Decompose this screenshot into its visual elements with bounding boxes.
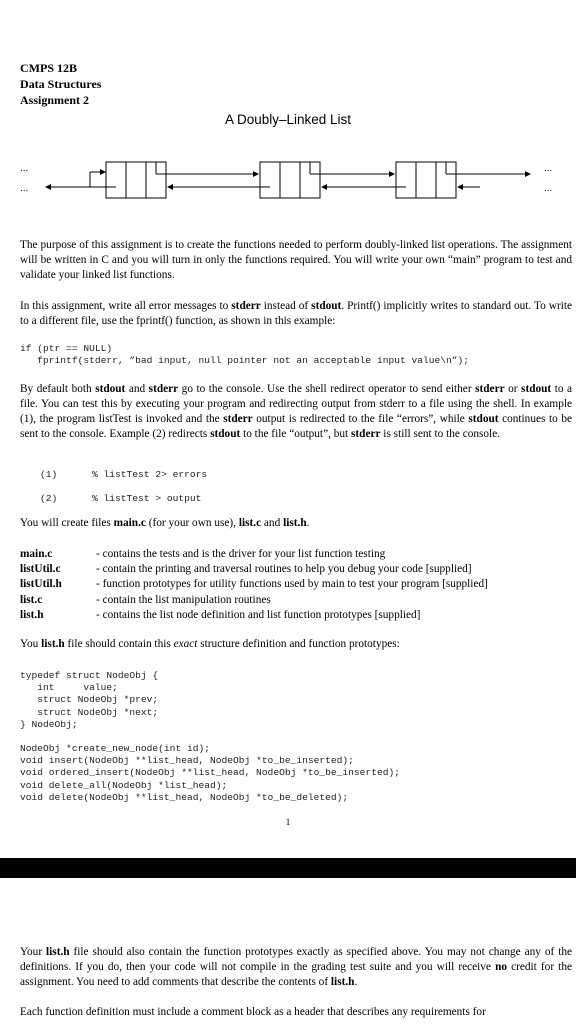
file-name: listUtil.c bbox=[20, 563, 61, 576]
page-2 bbox=[0, 878, 576, 1024]
assignment-label: Assignment 2 bbox=[20, 93, 90, 107]
file-name: main.c bbox=[20, 548, 53, 560]
file-name: list.h bbox=[20, 608, 44, 621]
document-header bbox=[20, 60, 101, 108]
diagram-ellipsis-left-top: ... bbox=[20, 163, 29, 174]
list-item bbox=[20, 608, 572, 623]
file-description: - contains the list node definition and list function prototypes [supplied] bbox=[96, 608, 421, 621]
fprintf-code-example: if (ptr == NULL) fprintf(stderr, ”bad input, null pointer not an acceptable input value\n”); bbox=[20, 343, 470, 367]
intro-paragraph: The purpose of this assignment is to create the functions needed to perform doubly-linked list operations. The assignment will be written in C and you will turn in only the functions required. You will write your own “main” program to test and validate your linked list functions. bbox=[20, 239, 572, 281]
list-node-2 bbox=[260, 162, 320, 198]
example-1-command: % listTest 2> errors bbox=[92, 469, 208, 480]
example-1-number: (1) bbox=[40, 469, 58, 480]
redirect-paragraph: By default both stdout and stderr go to the console. Use the shell redirect operator to send either stderr or stdout to a file. You can test this by executing your program and redirecting output from stderr to a file using the shell. In example (1), the program listTest is invoked and the stderr output is redirected to the file “errors”, while stdout continues to be sent to the console. Example (2) redirects stdout to the file “output”, but stderr is still sent to the console. bbox=[20, 383, 573, 440]
list-item bbox=[20, 577, 572, 592]
course-code: CMPS 12B bbox=[20, 61, 77, 75]
list-node-3 bbox=[396, 162, 456, 198]
list-item bbox=[20, 547, 572, 562]
file-list bbox=[20, 547, 572, 623]
comment-block-paragraph: Each function definition must include a comment block as a header that describes any requirements for bbox=[20, 1006, 486, 1018]
file-description: - contains the tests and is the driver for your list function testing bbox=[96, 548, 386, 560]
stderr-paragraph: In this assignment, write all error messages to stderr instead of stdout. Printf() implicitly writes to standard out. To write to a different file, use the fprintf() function, as shown in this example: bbox=[20, 300, 572, 327]
file-name: listUtil.h bbox=[20, 578, 62, 591]
diagram-ellipsis-right-bottom: ... bbox=[544, 183, 553, 194]
example-2-command: % listTest > output bbox=[92, 493, 202, 504]
struct-definition-code: typedef struct NodeObj { int value; struct NodeObj *prev; struct NodeObj *next; } NodeObj; bbox=[20, 670, 159, 730]
files-intro: You will create files main.c (for your own use), list.c and list.h. bbox=[20, 517, 310, 529]
example-2-number: (2) bbox=[40, 493, 58, 504]
list-links bbox=[46, 162, 530, 187]
function-prototypes-code: NodeObj *create_new_node(int id); void insert(NodeObj **list_head, NodeObj *to_be_inserted); void ordered_insert(NodeObj **list_head, NodeObj *to_be_inserted); void delete_all(NodeObj *list_head); void delete(NodeObj **list_head, NodeObj *to_be_deleted); bbox=[20, 743, 400, 803]
list-node-1 bbox=[106, 162, 166, 198]
course-name: Data Structures bbox=[20, 77, 102, 91]
diagram-ellipsis-left-bottom: ... bbox=[20, 183, 29, 194]
file-name: list.c bbox=[20, 593, 43, 606]
list-item bbox=[20, 562, 572, 577]
listh-paragraph: You list.h file should contain this exact structure definition and function prototypes: bbox=[20, 638, 400, 650]
diagram-ellipsis-right-top: ... bbox=[544, 163, 553, 174]
doubly-linked-list-diagram bbox=[0, 150, 576, 210]
document-title: A Doubly–Linked List bbox=[224, 112, 352, 127]
prototypes-requirement-paragraph: Your list.h file should also contain the function prototypes exactly as specified above. You may not change any of the definitions. If you do, then your code will not compile in the grading test suite and you will receive no credit for the assignment. You need to add comments that describe the contents of list.h. bbox=[20, 946, 572, 988]
file-description: - contain the printing and traversal routines to help you debug your code [supplied] bbox=[96, 563, 472, 576]
page-number: 1 bbox=[285, 818, 291, 828]
list-item bbox=[20, 593, 572, 608]
file-description: - contain the list manipulation routines bbox=[96, 593, 271, 606]
file-description: - function prototypes for utility functions used by main to test your program [supplied] bbox=[96, 578, 488, 591]
